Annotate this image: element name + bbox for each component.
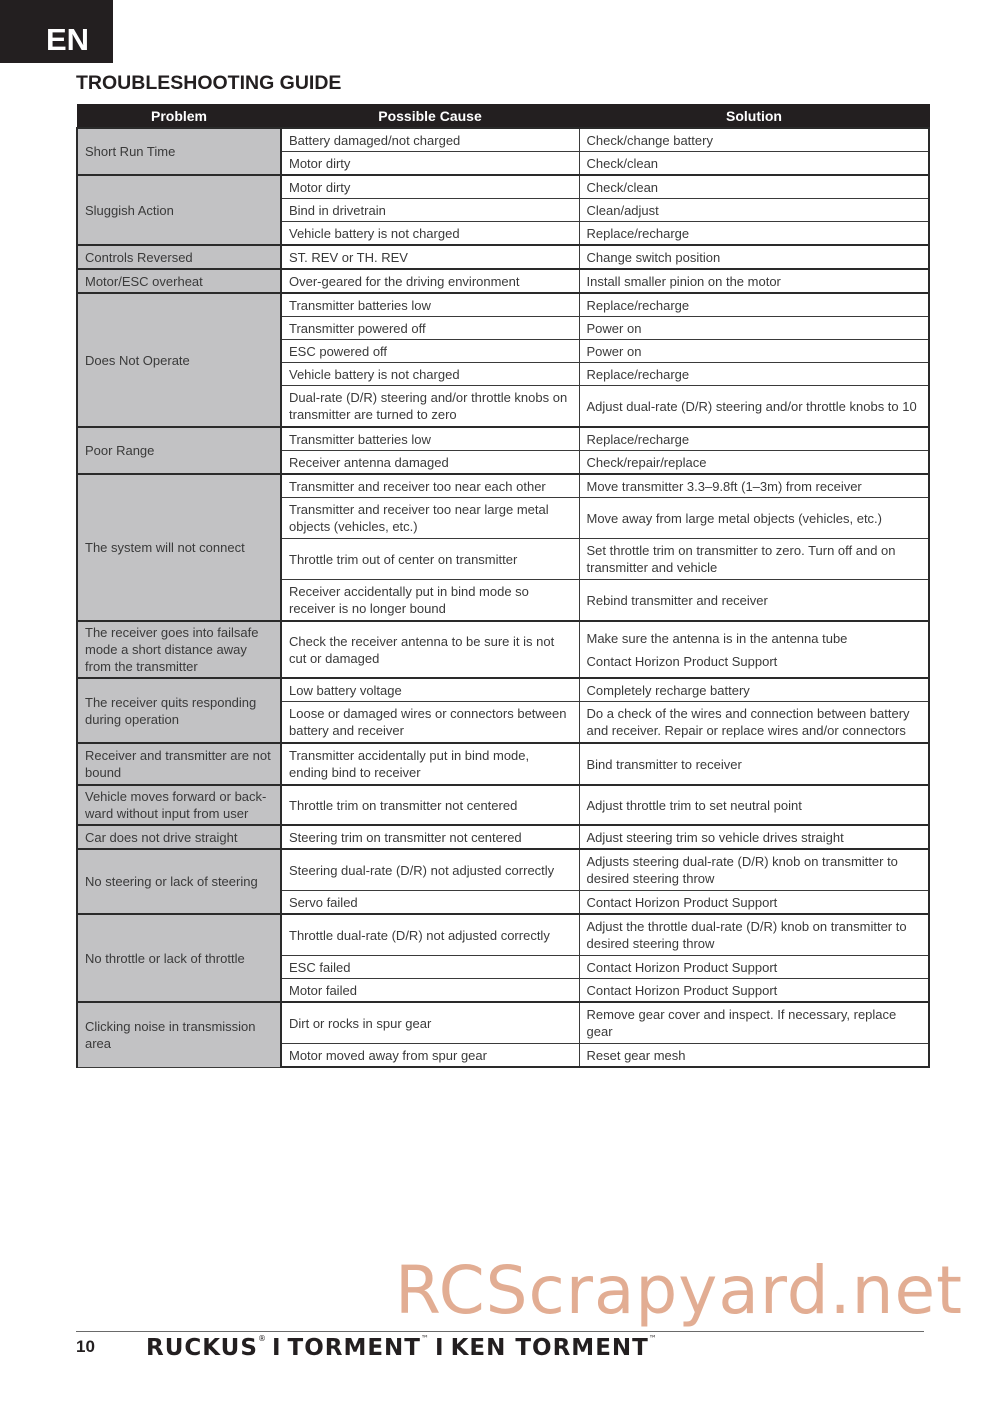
cause-cell: Dual-rate (D/R) steering and/or throttle knobs on transmitter are turned to zero: [281, 386, 579, 428]
cause-cell: Steering trim on transmitter not centered: [281, 825, 579, 849]
solution-cell: Move away from large metal objects (vehicles, etc.): [579, 498, 929, 539]
cause-cell: Check the receiver antenna to be sure it is not cut or damaged: [281, 621, 579, 678]
cause-cell: Throttle dual-rate (D/R) not adjusted correctly: [281, 914, 579, 956]
brand-torment: TORMENT: [287, 1335, 421, 1361]
cause-cell: Bind in drivetrain: [281, 199, 579, 222]
cause-cell: Loose or damaged wires or connectors between battery and receiver: [281, 702, 579, 744]
cause-cell: ESC failed: [281, 956, 579, 979]
solution-cell: Replace/recharge: [579, 293, 929, 317]
cause-cell: Steering dual-rate (D/R) not adjusted correctly: [281, 849, 579, 891]
cause-cell: Motor failed: [281, 979, 579, 1003]
table-row: [77, 245, 929, 269]
column-header-solution: Solution: [579, 105, 929, 129]
cause-cell: Vehicle battery is not charged: [281, 222, 579, 246]
table-row: [77, 175, 929, 199]
cause-cell: Receiver accidentally put in bind mode so receiver is no longer bound: [281, 580, 579, 622]
problem-cell: Short Run Time: [77, 128, 281, 175]
problem-cell: The system will not connect: [77, 474, 281, 621]
problem-cell: Car does not drive straight: [77, 825, 281, 849]
solution-cell: [579, 621, 929, 678]
table-row: [77, 293, 929, 317]
cause-cell: ESC powered off: [281, 340, 579, 363]
solution-cell: Set throttle trim on transmitter to zero. Turn off and on transmitter and vehicle: [579, 539, 929, 580]
cause-cell: Transmitter batteries low: [281, 293, 579, 317]
solution-cell: Replace/recharge: [579, 363, 929, 386]
footer-divider: [76, 1331, 924, 1332]
table-row: [77, 128, 929, 152]
solution-cell: Check/clean: [579, 152, 929, 176]
solution-text: Make sure the antenna is in the antenna tube: [586, 630, 848, 646]
solution-text-extra: Contact Horizon Product Support: [586, 653, 778, 669]
solution-cell: Bind transmitter to receiver: [579, 743, 929, 785]
solution-cell: Install smaller pinion on the motor: [579, 269, 929, 293]
table-row: [77, 849, 929, 891]
solution-cell: Contact Horizon Product Support: [579, 979, 929, 1003]
solution-cell: Adjust steering trim so vehicle drives straight: [579, 825, 929, 849]
solution-cell: Check/clean: [579, 175, 929, 199]
cause-cell: Transmitter powered off: [281, 317, 579, 340]
problem-cell: Vehicle moves forward or back-ward without input from user: [77, 785, 281, 825]
cause-cell: Servo failed: [281, 891, 579, 915]
problem-cell: Motor/ESC overheat: [77, 269, 281, 293]
solution-cell: Completely recharge battery: [579, 678, 929, 702]
solution-cell: Reset gear mesh: [579, 1044, 929, 1068]
page-title: TROUBLESHOOTING GUIDE: [76, 72, 342, 94]
solution-cell: Rebind transmitter and receiver: [579, 580, 929, 622]
solution-cell: Adjusts steering dual-rate (D/R) knob on transmitter to desired steering throw: [579, 849, 929, 891]
table-header-row: [77, 105, 929, 129]
solution-cell: Remove gear cover and inspect. If necessary, replace gear: [579, 1002, 929, 1044]
cause-cell: Transmitter and receiver too near each other: [281, 474, 579, 498]
solution-cell: Contact Horizon Product Support: [579, 956, 929, 979]
cause-cell: Transmitter and receiver too near large metal objects (vehicles, etc.): [281, 498, 579, 539]
language-tab: [0, 0, 113, 63]
cause-cell: Receiver antenna damaged: [281, 451, 579, 475]
cause-cell: Dirt or rocks in spur gear: [281, 1002, 579, 1044]
table-row: [77, 785, 929, 825]
cause-cell: Motor moved away from spur gear: [281, 1044, 579, 1068]
table-row: [77, 621, 929, 678]
solution-cell: Change switch position: [579, 245, 929, 269]
table-row: [77, 914, 929, 956]
solution-cell: Replace/recharge: [579, 222, 929, 246]
solution-cell: Adjust dual-rate (D/R) steering and/or throttle knobs to 10: [579, 386, 929, 428]
solution-cell: Replace/recharge: [579, 427, 929, 451]
cause-cell: ST. REV or TH. REV: [281, 245, 579, 269]
cause-cell: Throttle trim out of center on transmitter: [281, 539, 579, 580]
solution-cell: Power on: [579, 340, 929, 363]
table-body: [77, 128, 929, 1067]
problem-cell: Sluggish Action: [77, 175, 281, 245]
troubleshooting-table: [76, 104, 930, 1068]
solution-cell: Check/change battery: [579, 128, 929, 152]
cause-cell: Battery damaged/not charged: [281, 128, 579, 152]
brand-ruckus: RUCKUS: [146, 1335, 258, 1361]
table-row: [77, 825, 929, 849]
cause-cell: Throttle trim on transmitter not centered: [281, 785, 579, 825]
solution-cell: Do a check of the wires and connection between battery and receiver. Repair or replace wires and/or connectors: [579, 702, 929, 744]
cause-cell: Motor dirty: [281, 152, 579, 176]
problem-cell: Poor Range: [77, 427, 281, 474]
problem-cell: The receiver quits responding during operation: [77, 678, 281, 743]
brand-ken-torment: KEN TORMENT: [450, 1335, 649, 1361]
cause-cell: Vehicle battery is not charged: [281, 363, 579, 386]
table-row: [77, 269, 929, 293]
solution-cell: Adjust the throttle dual-rate (D/R) knob on transmitter to desired steering throw: [579, 914, 929, 956]
cause-cell: Over-geared for the driving environment: [281, 269, 579, 293]
solution-cell: Contact Horizon Product Support: [579, 891, 929, 915]
column-header-problem: Problem: [77, 105, 281, 129]
solution-cell: Check/repair/replace: [579, 451, 929, 475]
brand-logo: [146, 1335, 657, 1361]
problem-cell: No throttle or lack of throttle: [77, 914, 281, 1002]
table-row: [77, 1002, 929, 1044]
brand-separator: I: [435, 1335, 445, 1361]
problem-cell: The receiver goes into failsafe mode a short distance away from the transmitter: [77, 621, 281, 678]
problem-cell: Does Not Operate: [77, 293, 281, 427]
registered-mark: ®: [257, 1334, 266, 1343]
solution-cell: Move transmitter 3.3–9.8ft (1–3m) from receiver: [579, 474, 929, 498]
table-row: [77, 474, 929, 498]
cause-cell: Low battery voltage: [281, 678, 579, 702]
cause-cell: Transmitter batteries low: [281, 427, 579, 451]
trademark-mark: ™: [648, 1334, 657, 1343]
problem-cell: Controls Reversed: [77, 245, 281, 269]
problem-cell: Receiver and transmitter are not bound: [77, 743, 281, 785]
problem-cell: Clicking noise in transmission area: [77, 1002, 281, 1067]
trademark-mark: ™: [421, 1334, 429, 1343]
solution-cell: Clean/adjust: [579, 199, 929, 222]
solution-cell: Adjust throttle trim to set neutral point: [579, 785, 929, 825]
cause-cell: Transmitter accidentally put in bind mode, ending bind to receiver: [281, 743, 579, 785]
page-number: 10: [76, 1337, 95, 1356]
column-header-cause: Possible Cause: [281, 105, 579, 129]
table-row: [77, 678, 929, 702]
language-label: EN: [46, 22, 90, 57]
problem-cell: No steering or lack of steering: [77, 849, 281, 914]
table-row: [77, 743, 929, 785]
brand-separator: I: [271, 1335, 282, 1361]
cause-cell: Motor dirty: [281, 175, 579, 199]
table-row: [77, 427, 929, 451]
solution-cell: Power on: [579, 317, 929, 340]
watermark: RCScrapyard.net: [395, 1252, 963, 1329]
